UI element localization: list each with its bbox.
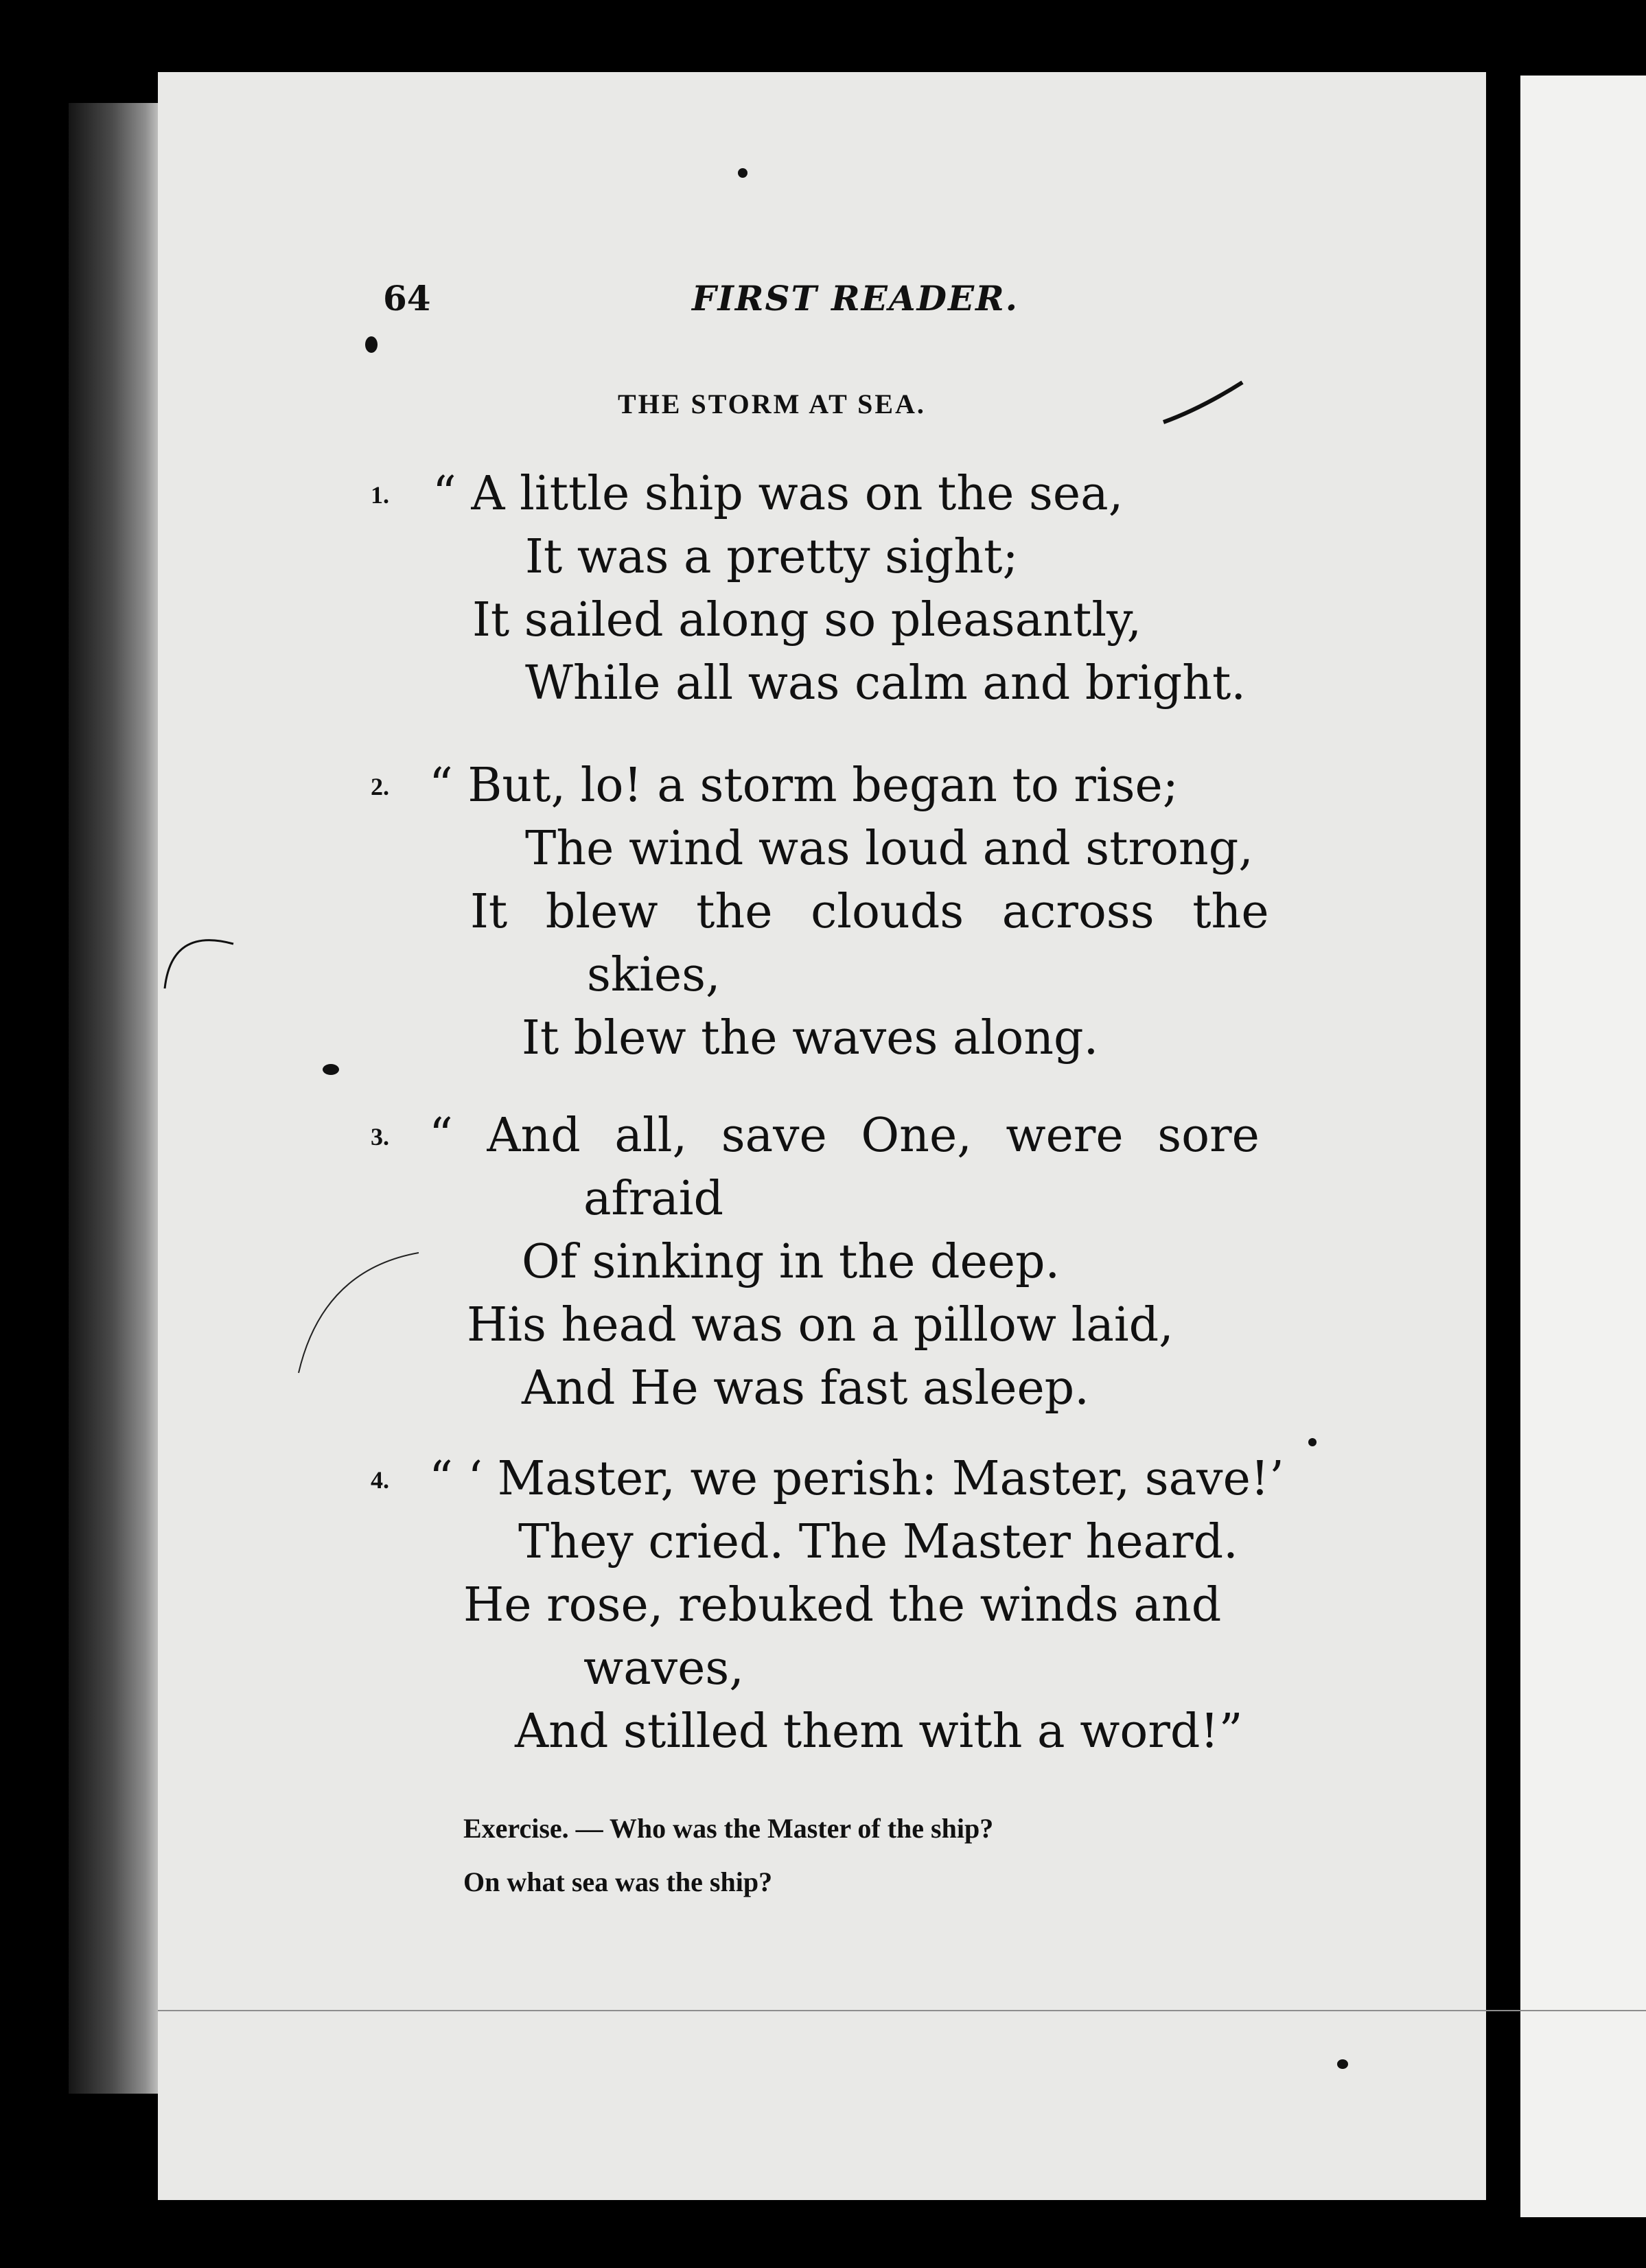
poem-title: THE STORM AT SEA.	[618, 389, 926, 419]
verse-line: The wind was loud and strong,	[525, 822, 1253, 876]
ink-speck	[738, 168, 747, 178]
exercise-question: On what sea was the ship?	[463, 1866, 773, 1897]
ink-speck	[1308, 1438, 1317, 1446]
verse-line: “ ‘ Master, we perish: Master, save!’	[429, 1452, 1284, 1506]
book-binding-shadow	[69, 103, 165, 2094]
page-header	[383, 278, 1385, 326]
verse-line: skies,	[587, 948, 721, 1002]
verse-line: “ But, lo! a storm began to rise;	[429, 759, 1179, 813]
stanza	[0, 1109, 1646, 1415]
stanza	[0, 759, 1646, 1065]
stanza-number: 1.	[371, 481, 389, 509]
verse-line: It blew the clouds across the	[470, 885, 1269, 939]
ink-speck	[323, 1064, 339, 1075]
ink-speck	[1337, 2059, 1348, 2069]
stanza-number: 4.	[371, 1466, 389, 1494]
exercise-question: Exercise. — Who was the Master of the ship?	[463, 1813, 994, 1844]
verse-line: And stilled them with a word!”	[515, 1704, 1243, 1759]
verse-line: Of sinking in the deep.	[522, 1235, 1060, 1289]
running-title: FIRST READER.	[692, 278, 1019, 319]
verse-line: And He was fast asleep.	[522, 1361, 1089, 1415]
verse-line: It sailed along so pleasantly,	[472, 593, 1142, 647]
stanza-number: 2.	[371, 773, 389, 800]
verse-line: While all was calm and bright.	[525, 656, 1246, 710]
verse-line: He rose, rebuked the winds and	[463, 1578, 1222, 1632]
verse-line: It blew the waves along.	[522, 1011, 1099, 1065]
pencil-mark	[1160, 374, 1249, 429]
stanza-number: 3.	[371, 1123, 389, 1150]
verse-line: It was a pretty sight;	[525, 530, 1019, 584]
verse-line: afraid	[583, 1172, 724, 1226]
stanza	[0, 1452, 1646, 1759]
page-number: 64	[383, 278, 431, 319]
verse-line: They cried. The Master heard.	[518, 1515, 1238, 1569]
stanza	[0, 467, 1646, 714]
verse-line: “ And all, save One, were sore	[429, 1109, 1260, 1163]
ink-speck	[365, 336, 378, 353]
verse-line: “ A little ship was on the sea,	[432, 467, 1124, 521]
verse-line: His head was on a pillow laid,	[467, 1298, 1174, 1352]
page-fold-line	[158, 2010, 1646, 2011]
verse-line: waves,	[583, 1641, 744, 1696]
